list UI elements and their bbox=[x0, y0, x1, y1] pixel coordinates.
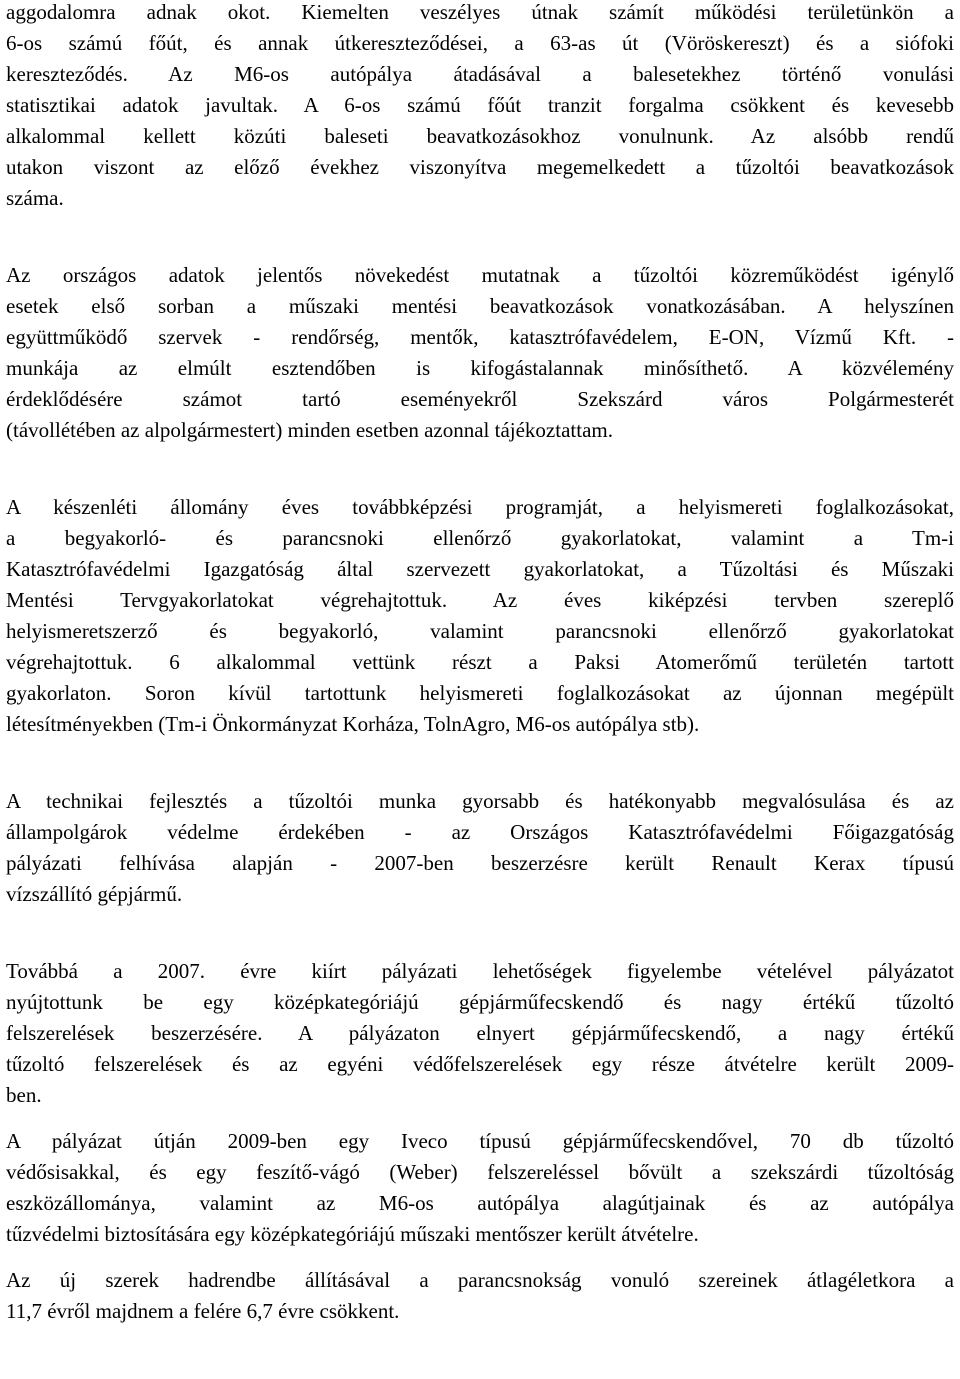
text-line: védősisakkal, és egy feszítő-vágó (Weber) felszereléssel bővült a szekszárdi tűzoltóság bbox=[6, 1160, 954, 1184]
text-line: alkalommal kellett közúti baleseti beavatkozásokhoz vonulnunk. Az alsóbb rendű bbox=[6, 124, 954, 148]
paragraph-gap bbox=[6, 1111, 954, 1126]
text-line: állampolgárok védelme érdekében - az Országos Katasztrófavédelmi Főigazgatóság bbox=[6, 820, 954, 844]
paragraph-fleet-age bbox=[6, 1265, 954, 1327]
paragraph-tender-2009 bbox=[6, 1126, 954, 1250]
paragraph-training bbox=[6, 492, 954, 740]
text-line: vízszállító gépjármű. bbox=[6, 882, 183, 906]
paragraph-gap bbox=[6, 214, 954, 260]
text-line: 11,7 évről majdnem a felére 6,7 évre csökkent. bbox=[6, 1299, 400, 1323]
text-line: végrehajtottuk. 6 alkalommal vettünk részt a Paksi Atomerőmű területén tartott bbox=[6, 650, 954, 674]
text-line: száma. bbox=[6, 186, 64, 210]
text-line: ben. bbox=[6, 1083, 42, 1107]
text-line: statisztikai adatok javultak. A 6-os számú főút tranzit forgalma csökkent és kevesebb bbox=[6, 93, 954, 117]
paragraph-gap bbox=[6, 446, 954, 492]
paragraph-tender-2007 bbox=[6, 956, 954, 1111]
text-line: tűzvédelmi biztosítására egy középkategóriájú műszaki mentőszer került átvételre. bbox=[6, 1222, 699, 1246]
text-line: munkája az elmúlt esztendőben is kifogástalannak minősíthető. A közvélemény bbox=[6, 356, 954, 380]
text-line: létesítményekben (Tm-i Önkormányzat Korháza, TolnAgro, M6-os autópálya stb). bbox=[6, 712, 700, 736]
text-line: utakon viszont az előző évekhez viszonyítva megemelkedett a tűzoltói beavatkozások bbox=[6, 155, 954, 179]
text-line: A technikai fejlesztés a tűzoltói munka gyorsabb és hatékonyabb megvalósulása és az bbox=[6, 789, 954, 813]
text-line: eszközállománya, valamint az M6-os autópálya alagútjainak és az autópálya bbox=[6, 1191, 954, 1215]
text-line: A pályázat útján 2009-ben egy Iveco típusú gépjárműfecskendővel, 70 db tűzoltó bbox=[6, 1129, 954, 1153]
text-line: gyakorlaton. Soron kívül tartottunk helyismereti foglalkozásokat az újonnan megépült bbox=[6, 681, 954, 705]
paragraph-gap bbox=[6, 910, 954, 956]
text-line: nyújtottunk be egy középkategóriájú gépjárműfecskendő és nagy értékű tűzoltó bbox=[6, 990, 954, 1014]
text-line: A készenléti állomány éves továbbképzési programját, a helyismereti foglalkozásokat, bbox=[6, 495, 954, 519]
text-line: tűzoltó felszerelések és az egyéni védőfelszerelések egy része átvételre került 2009- bbox=[6, 1052, 954, 1076]
text-line: Továbbá a 2007. évre kiírt pályázati lehetőségek figyelembe vételével pályázatot bbox=[6, 959, 954, 983]
paragraph-traffic-accidents bbox=[6, 0, 954, 214]
document-page bbox=[6, 0, 954, 1327]
text-line: Mentési Tervgyakorlatokat végrehajtottuk. Az éves kiképzési tervben szereplő bbox=[6, 588, 954, 612]
text-line: 6-os számú főút, és annak útkereszteződései, a 63-as út (Vöröskereszt) és a siófoki bbox=[6, 31, 954, 55]
text-line: felszerelések beszerzésére. A pályázaton elnyert gépjárműfecskendő, a nagy értékű bbox=[6, 1021, 954, 1045]
paragraph-cooperation bbox=[6, 260, 954, 446]
text-line: Az új szerek hadrendbe állításával a parancsnokság vonuló szereinek átlagéletkora a bbox=[6, 1268, 954, 1292]
text-line: aggodalomra adnak okot. Kiemelten veszélyes útnak számít működési területünkön a bbox=[6, 0, 954, 24]
text-line: helyismeretszerző és begyakorló, valamint parancsnoki ellenőrző gyakorlatokat bbox=[6, 619, 954, 643]
paragraph-technical-development bbox=[6, 786, 954, 910]
text-line: érdeklődésére számot tartó eseményekről Szekszárd város Polgármesterét bbox=[6, 387, 954, 411]
text-line: kereszteződés. Az M6-os autópálya átadásával a balesetekhez történő vonulási bbox=[6, 62, 954, 86]
paragraph-gap bbox=[6, 740, 954, 786]
text-line: együttműködő szervek - rendőrség, mentők, katasztrófavédelem, E-ON, Vízmű Kft. - bbox=[6, 325, 954, 349]
text-line: (távollétében az alpolgármestert) minden esetben azonnal tájékoztattam. bbox=[6, 418, 613, 442]
text-line: Az országos adatok jelentős növekedést mutatnak a tűzoltói közreműködést igénylő bbox=[6, 263, 954, 287]
paragraph-gap bbox=[6, 1250, 954, 1265]
text-line: Katasztrófavédelmi Igazgatóság által szervezett gyakorlatokat, a Tűzoltási és Műszaki bbox=[6, 557, 954, 581]
text-line: esetek első sorban a műszaki mentési beavatkozások vonatkozásában. A helyszínen bbox=[6, 294, 954, 318]
text-line: pályázati felhívása alapján - 2007-ben beszerzésre került Renault Kerax típusú bbox=[6, 851, 954, 875]
text-line: a begyakorló- és parancsnoki ellenőrző gyakorlatokat, valamint a Tm-i bbox=[6, 526, 954, 550]
